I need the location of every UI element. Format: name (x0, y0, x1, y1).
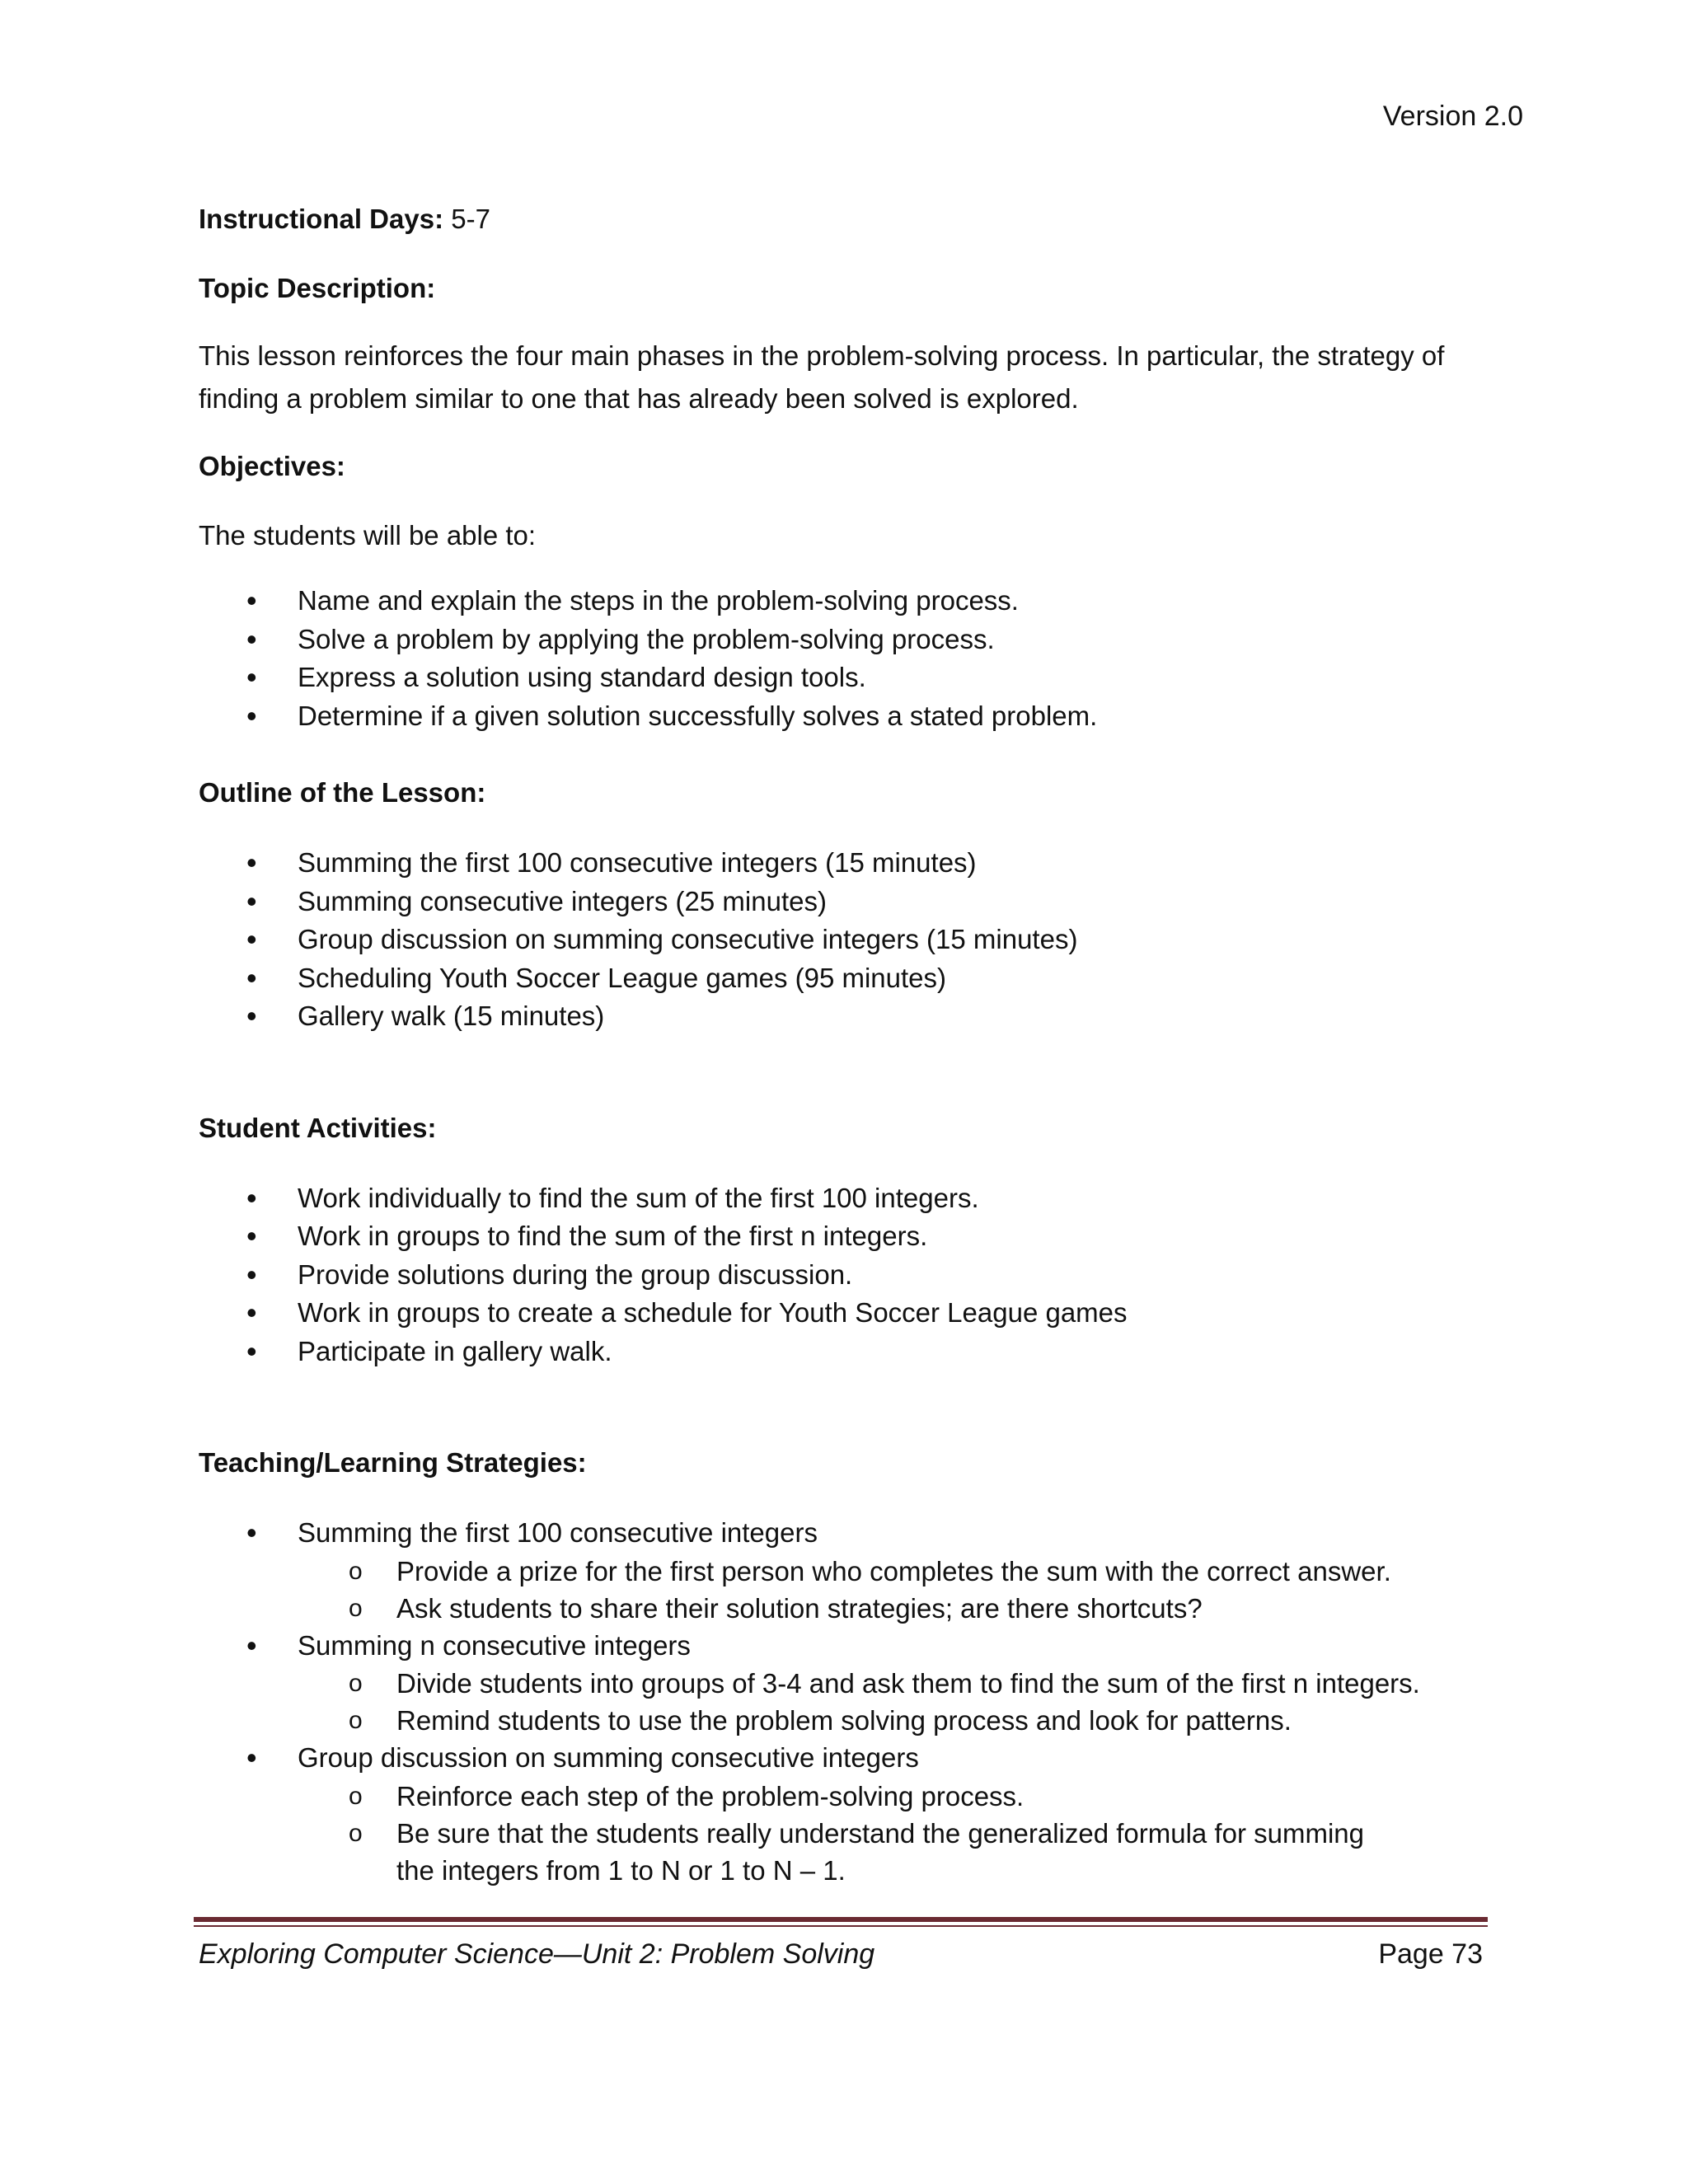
objectives-heading: Objectives: (199, 451, 345, 481)
strategies-list (199, 1514, 1501, 1889)
footer-rule (194, 1917, 1488, 1922)
sub-list-item: o Divide students into groups of 3-4 and ask them to find the sum of the first n integers. (298, 1665, 1501, 1702)
topic-description-line-1: This lesson reinforces the four main phases in the problem-solving process. In particular, the strategy of (199, 340, 1445, 371)
strategies-heading: Teaching/Learning Strategies: (199, 1447, 587, 1478)
list-item: • Work in groups to create a schedule for Youth Soccer League games (199, 1294, 1501, 1333)
outline-list (199, 844, 1501, 1036)
strategy-item (199, 1514, 1501, 1627)
objectives-list (199, 582, 1501, 735)
list-item: • Work individually to find the sum of the first 100 integers. (199, 1179, 1501, 1218)
topic-description-heading: Topic Description: (199, 273, 436, 303)
strategy-subitems (298, 1778, 1501, 1889)
student-activities-list (199, 1179, 1501, 1371)
strategy-item (199, 1627, 1501, 1740)
strategy-item (199, 1739, 1501, 1889)
list-item: • Determine if a given solution successfully solves a stated problem. (199, 697, 1501, 736)
strategy-item-label: Summing the first 100 consecutive integers (298, 1517, 818, 1548)
list-item: • Solve a problem by applying the problem-solving process. (199, 621, 1501, 659)
content-body (199, 198, 1501, 1889)
page-number: Page 73 (1378, 1938, 1483, 1970)
sub-list-item: o Provide a prize for the first person who completes the sum with the correct answer. (298, 1553, 1501, 1590)
topic-description-line-2: finding a problem similar to one that has already been solved is explored. (199, 383, 1079, 414)
strategy-subitems (298, 1553, 1501, 1627)
list-item: • Group discussion on summing consecutive integers (15 minutes) (199, 921, 1501, 959)
version-label: Version 2.0 (1382, 101, 1523, 132)
sub-list-item: o Reinforce each step of the problem-solving process. (298, 1778, 1501, 1815)
list-item: • Participate in gallery walk. (199, 1333, 1501, 1371)
list-item: • Summing consecutive integers (25 minutes) (199, 883, 1501, 921)
footer-title: Exploring Computer Science—Unit 2: Problem Solving (199, 1938, 875, 1970)
sub-list-item: o Remind students to use the problem solving process and look for patterns. (298, 1702, 1501, 1739)
sub-list-item: o Be sure that the students really understand the generalized formula for summing the integers from 1 to N or 1 to N – 1. (298, 1815, 1501, 1889)
list-item: • Name and explain the steps in the problem-solving process. (199, 582, 1501, 621)
list-item: • Express a solution using standard design tools. (199, 658, 1501, 697)
list-item: • Summing the first 100 consecutive integers (15 minutes) (199, 844, 1501, 883)
list-item: • Gallery walk (15 minutes) (199, 997, 1501, 1036)
instructional-days (199, 198, 1501, 241)
objectives-intro: The students will be able to: (199, 520, 537, 551)
instructional-days-label: Instructional Days: (199, 204, 444, 234)
list-item: • Provide solutions during the group discussion. (199, 1256, 1501, 1295)
strategy-item-label: Group discussion on summing consecutive integers (298, 1742, 919, 1773)
topic-description-text (199, 335, 1501, 420)
instructional-days-value: 5-7 (443, 204, 490, 234)
outline-heading: Outline of the Lesson: (199, 777, 486, 808)
footer-rule-thin (194, 1925, 1488, 1927)
strategy-subitems (298, 1665, 1501, 1739)
list-item: • Scheduling Youth Soccer League games (95 minutes) (199, 959, 1501, 998)
sub-list-item: o Ask students to share their solution strategies; are there shortcuts? (298, 1590, 1501, 1627)
list-item: • Work in groups to find the sum of the first n integers. (199, 1217, 1501, 1256)
strategy-item-label: Summing n consecutive integers (298, 1629, 691, 1661)
student-activities-heading: Student Activities: (199, 1112, 437, 1143)
